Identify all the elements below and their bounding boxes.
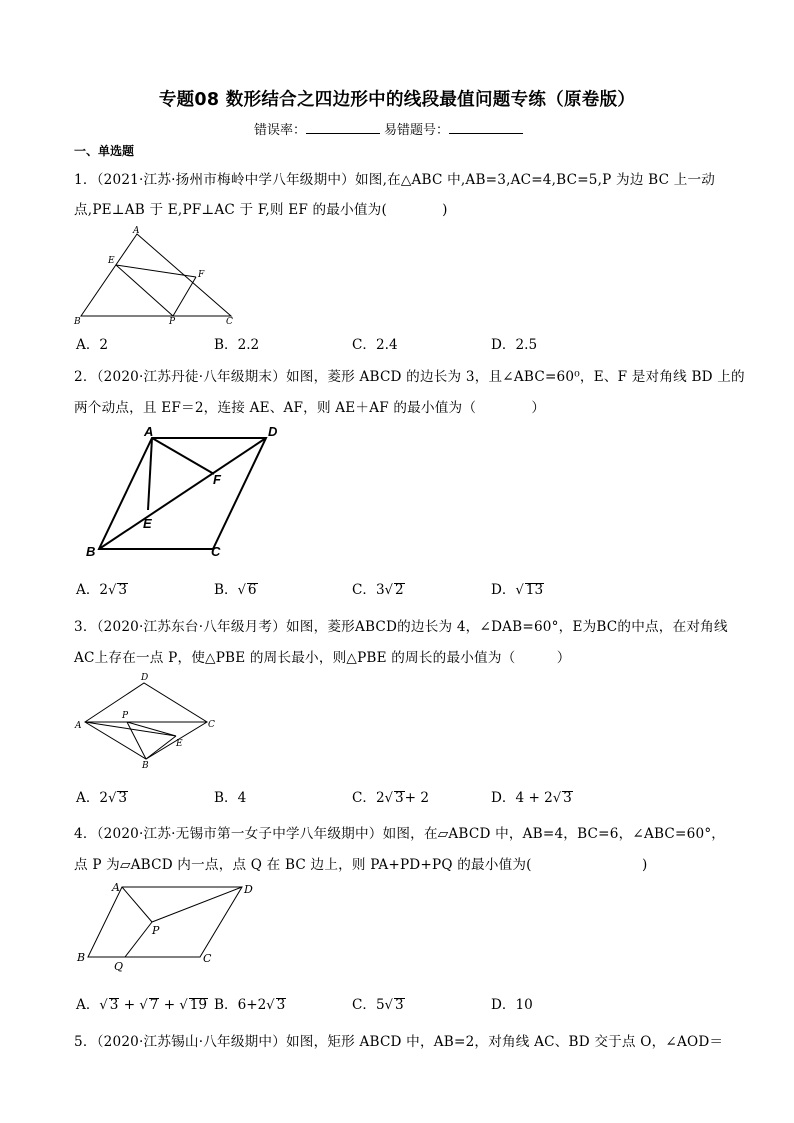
error-rate-label: 错误率： [254,123,307,138]
q3-option-a[interactable] [76,786,128,806]
q3-label-d: D [141,673,149,683]
q4-option-b-radicand: 3 [276,997,286,1013]
q4-option-b-head: 6+2 [237,997,267,1013]
error-rate-line [254,119,527,138]
q2-line2: 两个动点，且 EF＝2，连接 AE、AF，则 AE＋AF 的最小值为（ ） [74,400,546,416]
error-rate-blank [306,121,380,134]
q1-option-c[interactable]: C．2.4 [352,337,398,353]
q4-option-d[interactable]: D．10 [491,997,533,1013]
q4-figure [72,876,257,976]
q3-option-a-radicand: 3 [118,790,128,806]
q4-label-c: C [203,952,212,965]
sqrt-icon: √ [108,583,117,598]
q4-label-q: Q [114,960,124,973]
q4-option-a-radicand-1: 3 [109,997,119,1013]
sqrt-icon: √ [139,998,148,1013]
q4-option-b-label: B． [214,997,238,1013]
q1-option-a[interactable]: A．2 [76,337,109,353]
sqrt-icon: √ [384,583,393,598]
q3-label-a: A [75,721,82,731]
q1-line1: 1．（2021·江苏·扬州市梅岭中学八年级期中）如图,在△ABC 中,AB=3,AC=4,BC=5,P 为边 BC 上一动 [74,172,716,188]
q3-label-b: B [142,761,149,771]
easy-wrong-blank [449,121,523,134]
sqrt-icon: √ [384,998,393,1013]
q3-option-c[interactable] [352,786,429,806]
q2-option-c-coef: 3 [376,582,385,598]
q3-label-c: C [208,720,215,730]
section-heading: 一、单选题 [74,144,135,158]
q5-line1: 5．（2020·江苏锡山·八年级期中）如图，矩形 ABCD 中，AB=2，对角线 AC、BD 交于点 O，∠AOD＝ [74,1034,724,1050]
q2-option-b-label: B． [214,582,238,598]
q3-option-c-coef: 2 [376,790,385,806]
q4-option-a-radicand-3: 19 [189,997,208,1013]
sqrt-icon: √ [237,583,246,598]
q4-label-p: P [152,924,160,937]
q1-label-a: A [133,226,140,236]
q2-option-a-label: A． [76,582,100,598]
sqrt-icon: √ [384,791,393,806]
q2-option-a[interactable] [76,578,128,598]
q3-option-d[interactable] [491,786,573,806]
q2-option-c[interactable] [352,578,405,598]
q3-option-d-head: 4 + 2 [515,790,553,806]
q1-label-e: E [108,256,115,266]
q1-label-c: C [226,317,233,325]
q4-option-c-radicand: 3 [394,997,404,1013]
q2-label-e: E [143,516,152,531]
q3-line1: 3．（2020·江苏东台·八年级月考）如图，菱形ABCD的边长为 4，∠DAB=60°，E为BC的中点，在对角线 [74,619,728,635]
q4-option-c-coef: 5 [376,997,385,1013]
q3-option-c-radicand: 3 [394,790,404,806]
q4-label-b: B [77,951,86,964]
q1-label-p: P [169,317,176,325]
q2-option-c-radicand: 2 [394,582,404,598]
q2-label-b: B [86,544,96,559]
q4-option-a-radicand-2: 7 [149,997,159,1013]
page-title: 专题08 数形结合之四边形中的线段最值问题专练（原卷版） [158,90,636,110]
q1-option-d[interactable]: D．2.5 [491,337,538,353]
q4-option-a[interactable] [76,993,208,1013]
sqrt-icon: √ [266,998,275,1013]
q4-option-c-label: C． [352,997,376,1013]
q4-option-c[interactable] [352,993,405,1013]
plus-sign: + [123,997,136,1013]
plus-sign: + [163,997,176,1013]
q2-option-d[interactable] [491,578,544,598]
sqrt-icon: √ [552,791,562,806]
q4-line1: 4．（2020·江苏·无锡市第一女子中学八年级期中）如图，在▱ABCD 中，AB=4，BC=6，∠ABC=60°， [74,826,726,842]
q3-figure [72,670,222,775]
sqrt-icon: √ [179,998,188,1013]
q1-line2: 点,PE⊥AB 于 E,PF⊥AC 于 F,则 EF 的最小值为( ) [74,202,448,218]
sqrt-icon: √ [99,998,108,1013]
q4-line2: 点 P 为▱ABCD 内一点，点 Q 在 BC 边上，则 PA+PD+PQ 的最小值为( ) [74,857,648,873]
q1-label-b: B [74,317,81,325]
q2-label-c: C [211,544,221,559]
q3-label-p: P [122,711,129,721]
q4-label-a: A [112,881,120,894]
q4-option-b[interactable] [214,993,286,1013]
q4-option-a-label: A． [76,997,100,1013]
q3-option-c-tail: + 2 [404,790,429,806]
q2-label-f: F [213,472,221,487]
q3-option-d-label: D． [491,790,516,806]
q1-label-f: F [198,270,205,280]
q2-label-a: A [144,424,154,439]
q2-label-d: D [268,424,278,439]
q1-figure [70,225,250,325]
easy-wrong-label: 易错题号： [384,123,450,138]
q3-option-a-label: A． [76,790,100,806]
q4-label-d: D [244,883,253,896]
q2-option-b-radicand: 6 [247,582,257,598]
sqrt-icon: √ [108,791,117,806]
q3-option-d-radicand: 3 [563,790,572,806]
q2-option-c-label: C． [352,582,376,598]
q2-option-b[interactable] [214,578,258,598]
q2-figure [80,422,300,562]
q2-line1: 2．（2020·江苏丹徒·八年级期末）如图，菱形 ABCD 的边长为 3，且∠ABC=60⁰，E、F 是对角线 BD 上的 [74,369,745,385]
q3-option-c-label: C． [352,790,376,806]
q2-option-a-radicand: 3 [118,582,128,598]
q3-label-e: E [176,739,183,749]
sqrt-icon: √ [515,583,524,598]
q3-line2: AC上存在一点 P，使△PBE 的周长最小，则△PBE 的周长的最小值为（ ） [74,650,571,666]
q2-option-a-coef: 2 [99,582,109,598]
q3-option-a-coef: 2 [99,790,109,806]
q2-option-d-radicand: 13 [525,582,544,598]
q3-option-b[interactable]: B．4 [214,790,247,806]
q2-option-d-label: D． [491,582,516,598]
q1-option-b[interactable]: B．2.2 [214,337,260,353]
